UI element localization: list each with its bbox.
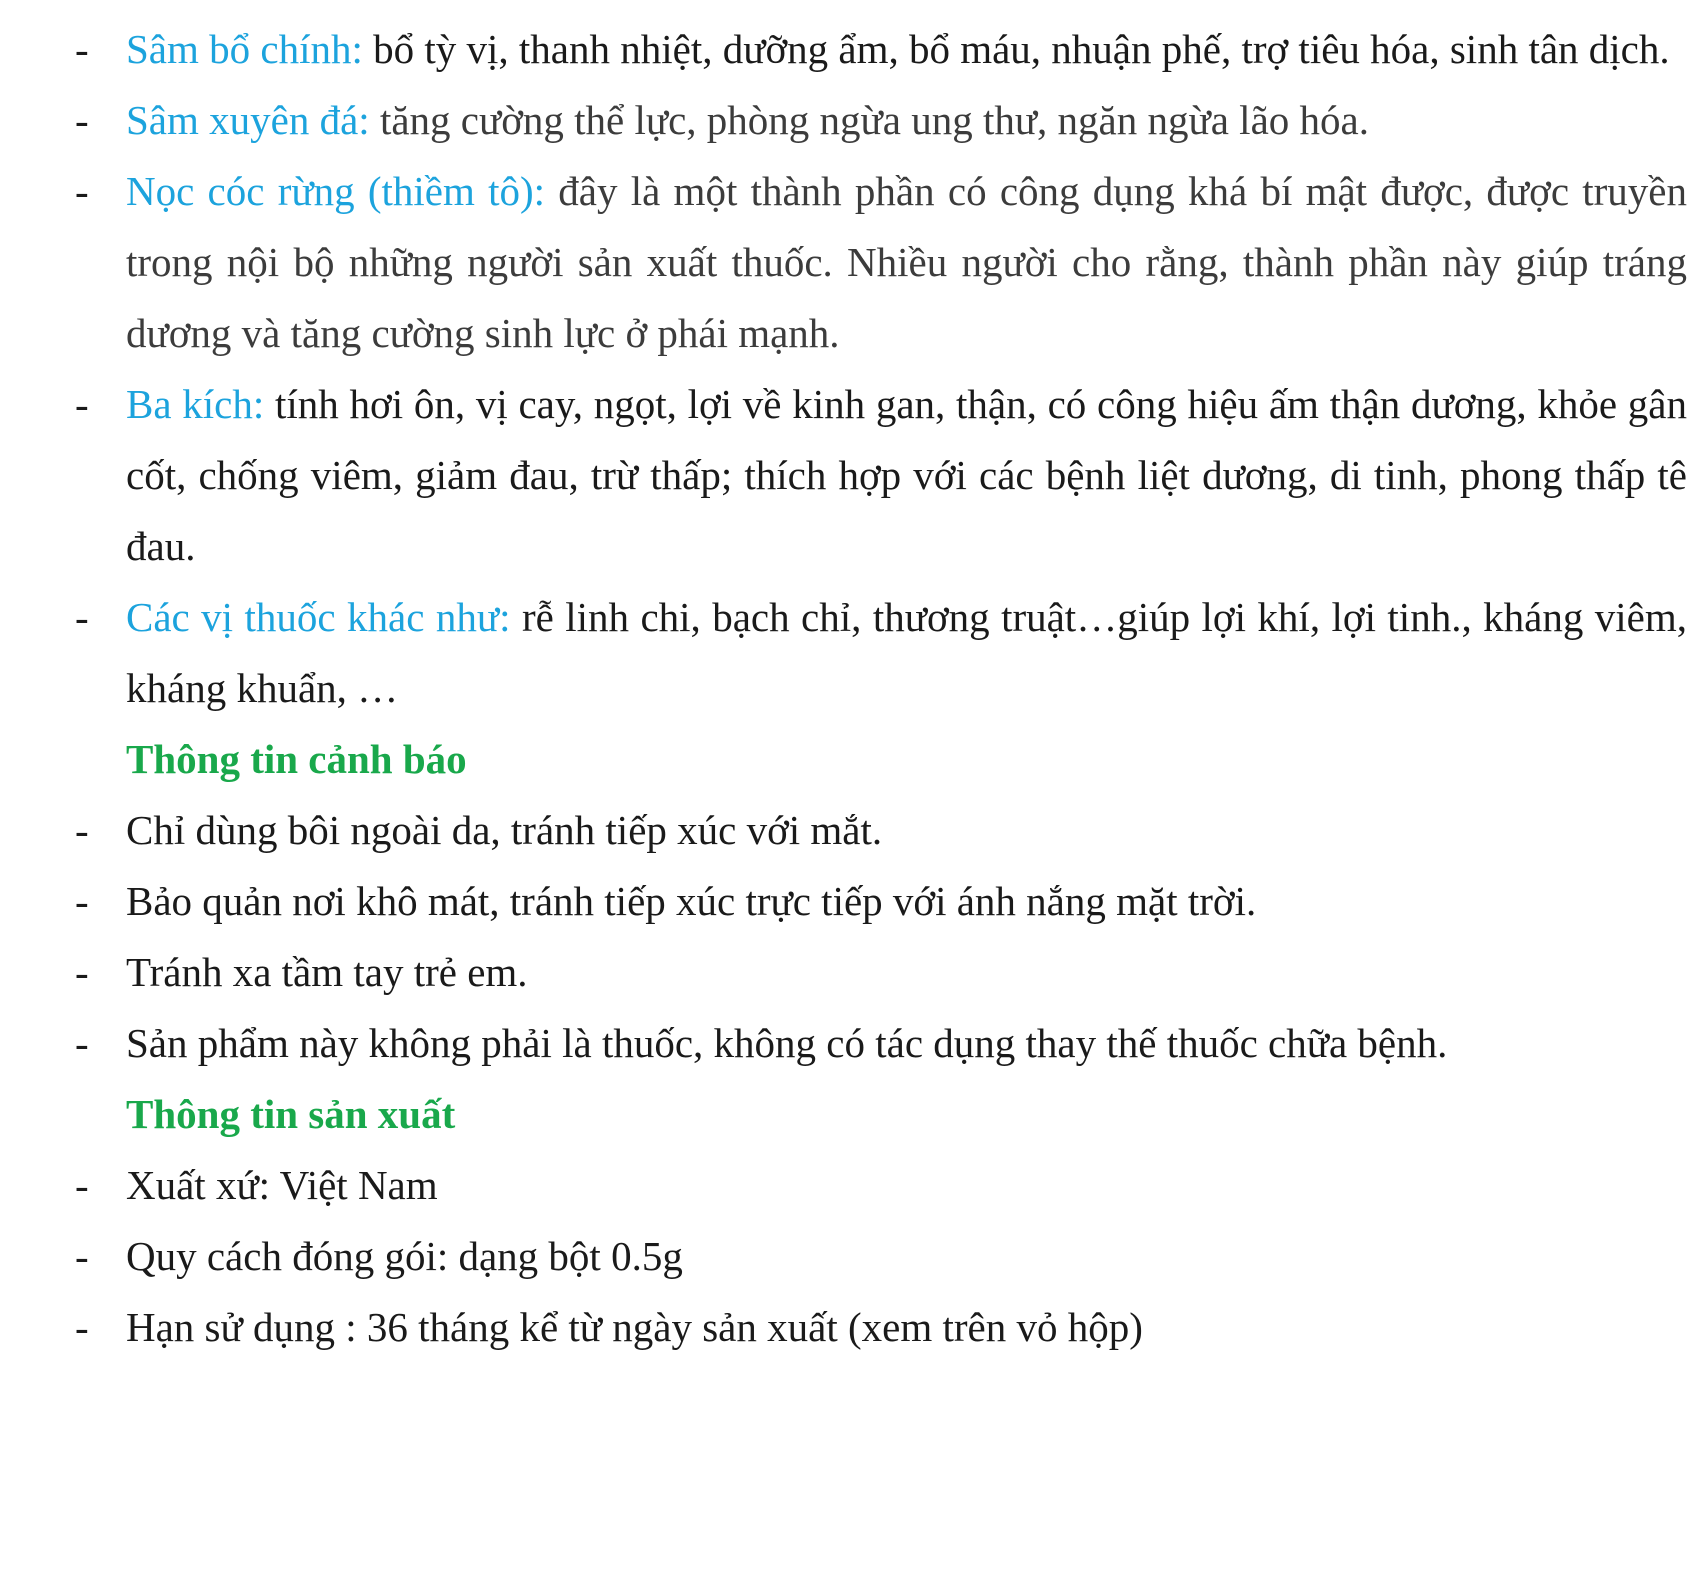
warning-item xyxy=(0,937,1687,1008)
ingredient-item-ba-kich xyxy=(0,369,1687,582)
production-heading: Thông tin sản xuất xyxy=(126,1091,456,1137)
bullet-dash: - xyxy=(75,26,89,72)
bullet-dash: - xyxy=(75,1162,89,1208)
warning-item xyxy=(0,795,1687,866)
warning-text: Bảo quản nơi khô mát, tránh tiếp xúc trực tiếp với ánh nắng mặt trời. xyxy=(126,878,1257,924)
bullet-dash: - xyxy=(75,1304,89,1350)
production-item-origin xyxy=(0,1150,1687,1221)
production-text: Xuất xứ: Việt Nam xyxy=(126,1162,438,1208)
ingredient-description: tính hơi ôn, vị cay, ngọt, lợi về kinh gan, thận, có công hiệu ấm thận dương, khỏe gân cốt, chống viêm, giảm đau, trừ thấp; thích hợp với các bệnh liệt dương, di tinh, phong thấp tê đau. xyxy=(126,381,1688,569)
warning-item xyxy=(0,1008,1687,1079)
bullet-dash: - xyxy=(75,97,89,143)
ingredient-term: Sâm bổ chính: xyxy=(126,26,374,72)
ingredient-item-noc-coc-rung xyxy=(0,156,1687,369)
bullet-dash: - xyxy=(75,1233,89,1279)
bullet-dash: - xyxy=(75,168,89,214)
bullet-dash: - xyxy=(75,381,89,427)
production-text: Hạn sử dụng : 36 tháng kể từ ngày sản xuất (xem trên vỏ hộp) xyxy=(126,1304,1143,1350)
bullet-dash: - xyxy=(75,1020,89,1066)
warning-text: Tránh xa tầm tay trẻ em. xyxy=(126,949,528,995)
bullet-dash: - xyxy=(75,594,89,640)
warning-item xyxy=(0,866,1687,937)
production-item-expiry xyxy=(0,1292,1687,1363)
ingredient-term: Sâm xuyên đá: xyxy=(126,97,380,143)
ingredient-term: Ba kích: xyxy=(126,381,276,427)
ingredient-term: Nọc cóc rừng (thiềm tô): xyxy=(126,168,559,214)
document-body xyxy=(0,14,1700,1363)
ingredient-description: rễ linh chi, bạch chỉ, thương truật…giúp lợi khí, lợi tinh., kháng viêm, kháng khuẩn, … xyxy=(126,594,1688,711)
ingredient-term: Các vị thuốc khác như: xyxy=(126,594,522,640)
production-item-packaging xyxy=(0,1221,1687,1292)
bullet-dash: - xyxy=(75,807,89,853)
warning-text: Chỉ dùng bôi ngoài da, tránh tiếp xúc với mắt. xyxy=(126,807,883,853)
ingredient-item-sam-xuyen-da xyxy=(0,85,1687,156)
ingredient-item-cac-vi-thuoc-khac xyxy=(0,582,1687,724)
warning-text: Sản phẩm này không phải là thuốc, không có tác dụng thay thế thuốc chữa bệnh. xyxy=(126,1020,1448,1066)
ingredient-description: đây là một thành phần có công dụng khá bí mật được, được truyền trong nội bộ những người sản xuất thuốc. Nhiều người cho rằng, thành phần này giúp tráng dương và tăng cường sinh lực ở phái mạnh. xyxy=(126,168,1687,356)
warning-heading: Thông tin cảnh báo xyxy=(126,736,467,782)
ingredient-description: tăng cường thể lực, phòng ngừa ung thư, ngăn ngừa lão hóa. xyxy=(379,97,1369,143)
production-text: Quy cách đóng gói: dạng bột 0.5g xyxy=(126,1233,683,1279)
ingredient-item-sam-bo-chinh xyxy=(0,14,1687,85)
bullet-dash: - xyxy=(75,949,89,995)
ingredient-description: bổ tỳ vị, thanh nhiệt, dưỡng ẩm, bổ máu, nhuận phế, trợ tiêu hóa, sinh tân dịch. xyxy=(373,26,1670,72)
bullet-dash: - xyxy=(75,878,89,924)
